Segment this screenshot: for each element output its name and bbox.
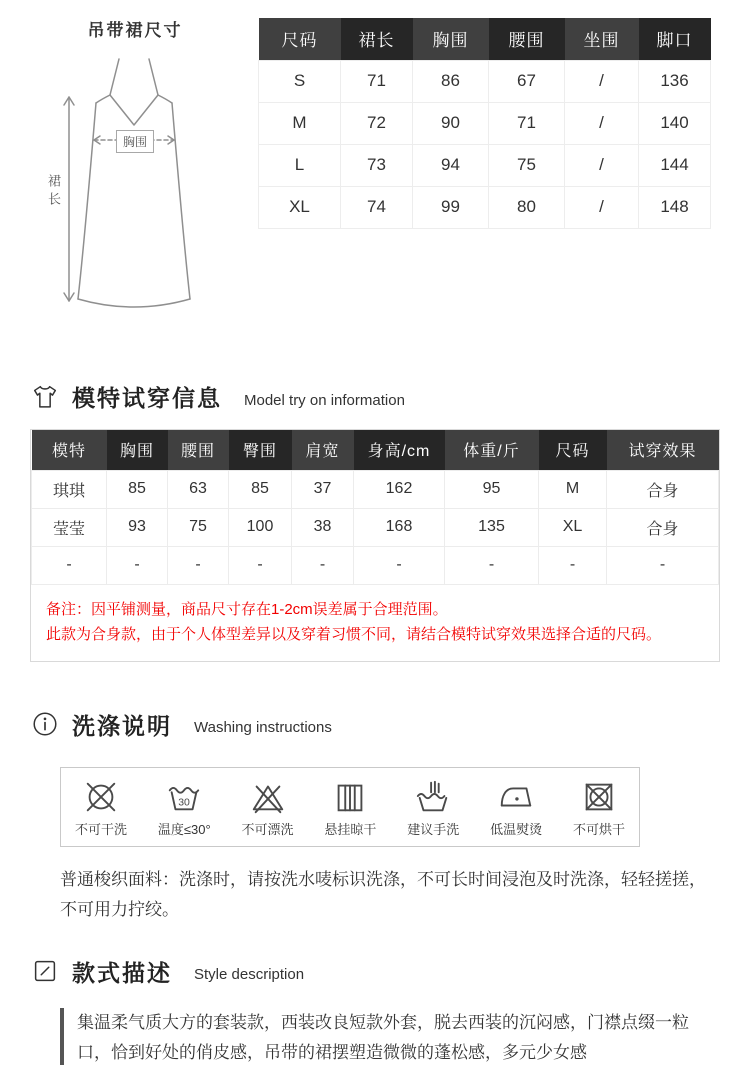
laundry-symbols-box: [60, 767, 640, 847]
table-row: [259, 60, 711, 102]
table-cell: 168: [354, 508, 445, 546]
table-cell: 71: [489, 102, 565, 144]
table-cell: 85: [107, 470, 168, 508]
table-cell: 琪琪: [32, 470, 107, 508]
table-cell: M: [539, 470, 607, 508]
table-cell: 73: [341, 144, 413, 186]
table-cell: /: [565, 102, 639, 144]
wash-symbol-label: 低温熨烫: [490, 821, 543, 837]
table-cell: 71: [341, 60, 413, 102]
dress-illustration: [36, 16, 234, 350]
wash-symbol: [242, 778, 294, 838]
table-cell: -: [539, 546, 607, 584]
bust-measure-label: 胸围: [116, 130, 154, 153]
wash-symbol: [75, 778, 127, 838]
washing-description: 普通梭织面料：洗涤时，请按洗水唛标识洗涤，不可长时间浸泡及时洗涤，轻轻搓搓，不可用力拧绞。: [60, 869, 706, 919]
table-row: [259, 144, 711, 186]
column-header: 模特: [32, 430, 107, 470]
table-cell: 莹莹: [32, 508, 107, 546]
table-cell: 100: [229, 508, 292, 546]
table-row: [259, 102, 711, 144]
table-cell: S: [259, 60, 341, 102]
table-cell: 90: [413, 102, 489, 144]
table-cell: -: [229, 546, 292, 584]
washing-section-header: [30, 708, 750, 741]
table-cell: 74: [341, 186, 413, 228]
column-header: 体重/斤: [445, 430, 539, 470]
low-iron-icon: [497, 778, 535, 816]
table-row: [259, 186, 711, 228]
table-row: [32, 546, 719, 584]
table-cell: 75: [168, 508, 229, 546]
wash-symbol-label: 悬挂晾干: [324, 821, 377, 837]
table-cell: 93: [107, 508, 168, 546]
style-section: [0, 955, 750, 1065]
hang-dry-icon: [331, 778, 369, 816]
table-cell: /: [565, 60, 639, 102]
wash-symbol: [158, 778, 211, 838]
header-row: [32, 430, 719, 470]
model-tryon-section: [0, 380, 750, 662]
table-cell: L: [259, 144, 341, 186]
table-cell: 63: [168, 470, 229, 508]
table-cell: 144: [639, 144, 711, 186]
table-cell: -: [607, 546, 719, 584]
column-header: 腰围: [168, 430, 229, 470]
size-note: [31, 585, 719, 661]
table-row: [32, 508, 719, 546]
model-table-wrap: [30, 429, 720, 662]
wash-symbol-label: 建议手洗: [407, 821, 460, 837]
style-description-icon: [30, 956, 60, 986]
table-cell: 合身: [607, 470, 719, 508]
table-cell: 75: [489, 144, 565, 186]
model-section-subtitle: Model try on information: [244, 391, 405, 409]
column-header: 试穿效果: [607, 430, 719, 470]
table-cell: 38: [292, 508, 354, 546]
column-header: 肩宽: [292, 430, 354, 470]
wash-symbol-label: 温度≤30°: [157, 821, 211, 837]
size-chart-section: [0, 0, 750, 368]
washing-section-title: 洗涤说明: [72, 712, 172, 739]
column-header: 脚口: [639, 18, 711, 60]
table-cell: 95: [445, 470, 539, 508]
table-cell: 67: [489, 60, 565, 102]
table-cell: 99: [413, 186, 489, 228]
table-cell: -: [32, 546, 107, 584]
length-measure-label: 裙长: [46, 174, 61, 210]
table-cell: 37: [292, 470, 354, 508]
table-cell: 合身: [607, 508, 719, 546]
dress-line-drawing-icon: [36, 45, 234, 345]
table-cell: 162: [354, 470, 445, 508]
table-row: [32, 470, 719, 508]
table-cell: /: [565, 144, 639, 186]
table-cell: M: [259, 102, 341, 144]
style-section-title: 款式描述: [72, 959, 172, 986]
header-row: [259, 18, 711, 60]
size-table: [258, 18, 711, 229]
table-cell: 72: [341, 102, 413, 144]
table-cell: 85: [229, 470, 292, 508]
style-section-subtitle: Style description: [194, 966, 305, 983]
tshirt-icon: [30, 382, 60, 412]
wash-symbol-label: 不可干洗: [75, 821, 128, 837]
column-header: 尺码: [539, 430, 607, 470]
table-cell: 80: [489, 186, 565, 228]
no-bleach-icon: [249, 778, 287, 816]
column-header: 胸围: [413, 18, 489, 60]
column-header: 腰围: [489, 18, 565, 60]
table-cell: 136: [639, 60, 711, 102]
table-cell: 148: [639, 186, 711, 228]
washing-section: [0, 708, 750, 925]
no-dry-clean-icon: [82, 778, 120, 816]
table-cell: /: [565, 186, 639, 228]
no-tumble-dry-icon: [580, 778, 618, 816]
table-cell: 94: [413, 144, 489, 186]
column-header: 身高/cm: [354, 430, 445, 470]
column-header: 臀围: [229, 430, 292, 470]
table-cell: 135: [445, 508, 539, 546]
column-header: 尺码: [259, 18, 341, 60]
model-table: [31, 430, 719, 585]
style-section-header: [30, 955, 750, 988]
table-cell: -: [292, 546, 354, 584]
wash-symbol: [573, 778, 625, 838]
table-cell: -: [445, 546, 539, 584]
temperature-max-30-icon: [165, 778, 203, 816]
wash-symbol-label: 不可烘干: [572, 821, 625, 837]
table-cell: -: [168, 546, 229, 584]
illustration-title: 吊带裙尺寸: [87, 21, 183, 40]
model-section-header: [30, 380, 750, 413]
table-cell: XL: [539, 508, 607, 546]
table-cell: 86: [413, 60, 489, 102]
table-cell: XL: [259, 186, 341, 228]
washing-section-subtitle: Washing instructions: [194, 719, 332, 736]
size-note-line1: 备注：因平铺测量，商品尺寸存在1-2cm误差属于合理范围。: [46, 600, 448, 618]
hand-wash-icon: [414, 778, 452, 816]
wash-symbol: [407, 778, 459, 838]
table-cell: 140: [639, 102, 711, 144]
info-circle-icon: [30, 709, 60, 739]
table-cell: -: [107, 546, 168, 584]
model-section-title: 模特试穿信息: [72, 385, 222, 411]
column-header: 裙长: [341, 18, 413, 60]
column-header: 坐围: [565, 18, 639, 60]
wash-symbol-label: 不可漂洗: [241, 821, 294, 837]
table-cell: -: [354, 546, 445, 584]
wash-symbol: [324, 778, 376, 838]
size-note-line2: 此款为合身款，由于个人体型差异以及穿着习惯不同，请结合模特试穿效果选择合适的尺码。: [46, 625, 662, 643]
column-header: 胸围: [107, 430, 168, 470]
style-description-text: 集温柔气质大方的套装款，西装改良短款外套，脱去西装的沉闷感，门襟点缀一粒口，恰到好处的俏皮感，吊带的裙摆塑造微微的蓬松感，多元少女感: [60, 1008, 700, 1065]
wash-symbol: [490, 778, 542, 838]
temperature-value: 30: [178, 797, 191, 809]
